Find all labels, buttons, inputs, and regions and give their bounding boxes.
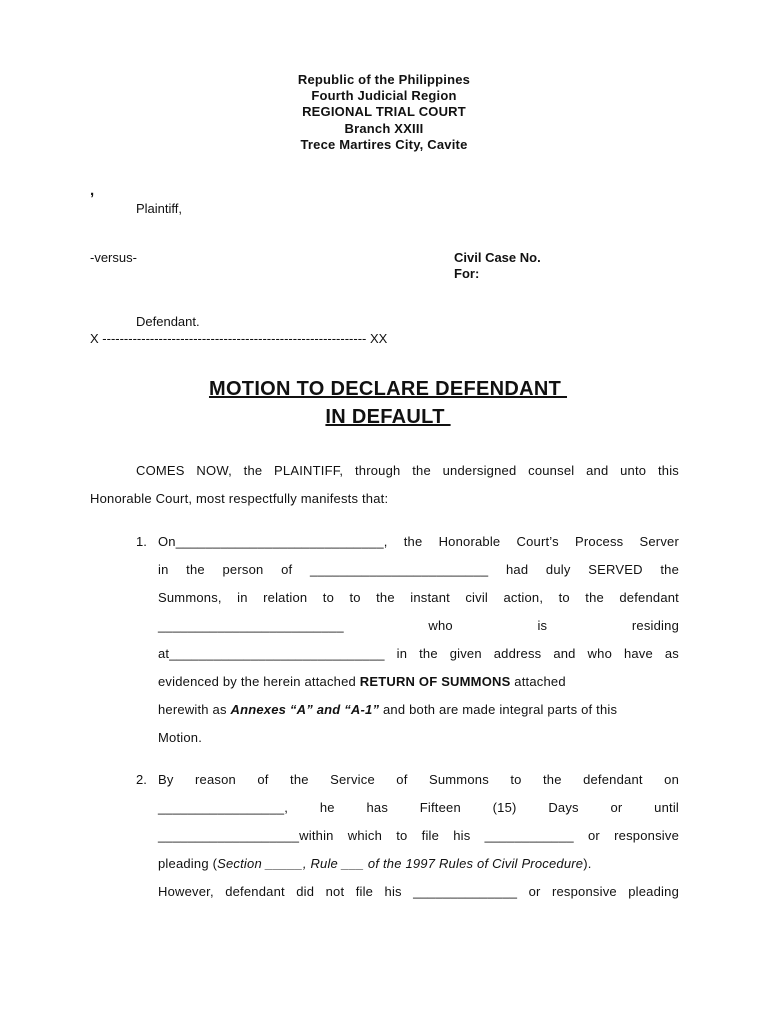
header-region: Fourth Judicial Region (311, 88, 457, 104)
caption-versus: -versus- (90, 250, 137, 265)
item1-line8: Motion. (158, 730, 203, 745)
item1-line1: On____________________________, the Honorable Court’s Process Server (158, 534, 679, 549)
motion-title-line2: IN DEFAULT (325, 406, 451, 428)
item1-line7: herewith as Annexes “A” and “A-1” and both are made integral parts of this (158, 702, 618, 717)
header-branch: Branch XXIII (344, 120, 424, 136)
rule-citation-text: Section _____, Rule ___ of the 1997 Rules of Civil Procedure (217, 856, 584, 871)
header-city: Trece Martires City, Cavite (300, 136, 468, 152)
caption-plaintiff: Plaintiff, (136, 201, 183, 216)
item1-line5: at_____________________________ in the given address and who have as (158, 646, 679, 661)
item1-line4: _________________________ who is residing (158, 618, 680, 633)
item2-line1: By reason of the Service of Summons to the defendant on (158, 772, 679, 787)
item1-line2: in the person of ________________________ had duly SERVED the (158, 562, 679, 577)
item1-number: 1. (136, 534, 147, 549)
header-court: REGIONAL TRIAL COURT (302, 104, 466, 120)
item2-line4: pleading (Section _____, Rule ___ of the 1997 Rules of Civil Procedure). (158, 856, 592, 871)
intro-line1: COMES NOW, the PLAINTIFF, through the undersigned counsel and unto this (136, 463, 679, 478)
item1-line3: Summons, in relation to to the instant civil action, to the defendant (158, 590, 679, 605)
item1-line6: evidenced by the herein attached RETURN OF SUMMONS attached (158, 674, 566, 689)
caption-defendant: Defendant. (136, 314, 200, 329)
caption-comma: , (90, 182, 95, 199)
header-republic: Republic of the Philippines (297, 72, 471, 87)
return-of-summons-text: RETURN OF SUMMONS (359, 674, 511, 689)
caption-separator: X ------------------------------------------------------------- XX (90, 331, 388, 346)
intro-line2: Honorable Court, most respectfully manifests that: (90, 491, 389, 506)
item2-line2: _________________, he has Fifteen (15) Days or until (158, 800, 680, 815)
item2-line3: ___________________within which to file his ____________ or responsive (158, 828, 679, 843)
item2-number: 2. (136, 772, 147, 787)
annexes-text: Annexes “A” and “A-1” (230, 702, 380, 717)
caption-civil-case-no: Civil Case No. (454, 250, 541, 265)
motion-title-line1: MOTION TO DECLARE DEFENDANT (208, 378, 568, 400)
caption-for: For: (454, 266, 480, 281)
court-header (0, 72, 768, 153)
item2-line5: However, defendant did not file his ______________ or responsive pleading (158, 884, 679, 899)
